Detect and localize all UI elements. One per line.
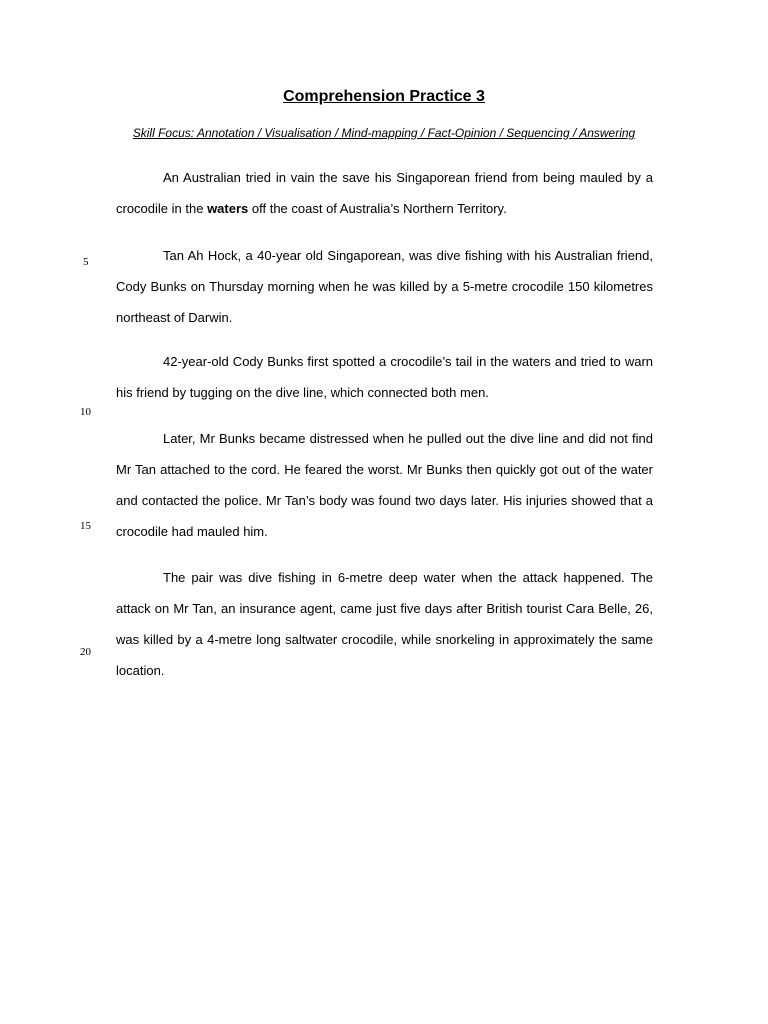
paragraph-1-text-start: An Australian tried in vain the save his Singaporean friend from being mauled by a crocodile in the [116,170,653,216]
skill-focus-subtitle: Skill Focus: Annotation / Visualisation / Mind-mapping / Fact-Opinion / Sequencing / Answering [132,126,636,140]
line-number-20: 20 [80,646,91,658]
paragraph-1-text-end: off the coast of Australia’s Northern Territory. [248,201,507,216]
line-number-15: 15 [80,520,91,532]
paragraph-2: Tan Ah Hock, a 40-year old Singaporean, was dive fishing with his Australian friend, Cody Bunks on Thursday morning when he was killed by a 5-metre crocodile 150 kilometres northeast of Darwin. [116,248,653,325]
paragraph-1 [116,162,653,224]
paragraph-4: Later, Mr Bunks became distressed when he pulled out the dive line and did not find Mr Tan attached to the cord. He feared the worst. Mr Bunks then quickly got out of the water and contacted the police. Mr Tan’s body was found two days later. His injuries showed that a crocodile had mauled him. [116,431,653,539]
line-number-10: 10 [80,406,91,418]
page-title: Comprehension Practice 3 [283,88,485,105]
line-number-5: 5 [83,256,89,268]
paragraph-5: The pair was dive fishing in 6-metre deep water when the attack happened. The attack on Mr Tan, an insurance agent, came just five days after British tourist Cara Belle, 26, was killed by a 4-metre long saltwater crocodile, while snorkeling in approximately the same location. [116,570,653,678]
paragraph-3: 42-year-old Cody Bunks first spotted a crocodile’s tail in the waters and tried to warn his friend by tugging on the dive line, which connected both men. [116,354,653,400]
bold-word-waters: waters [207,201,249,216]
